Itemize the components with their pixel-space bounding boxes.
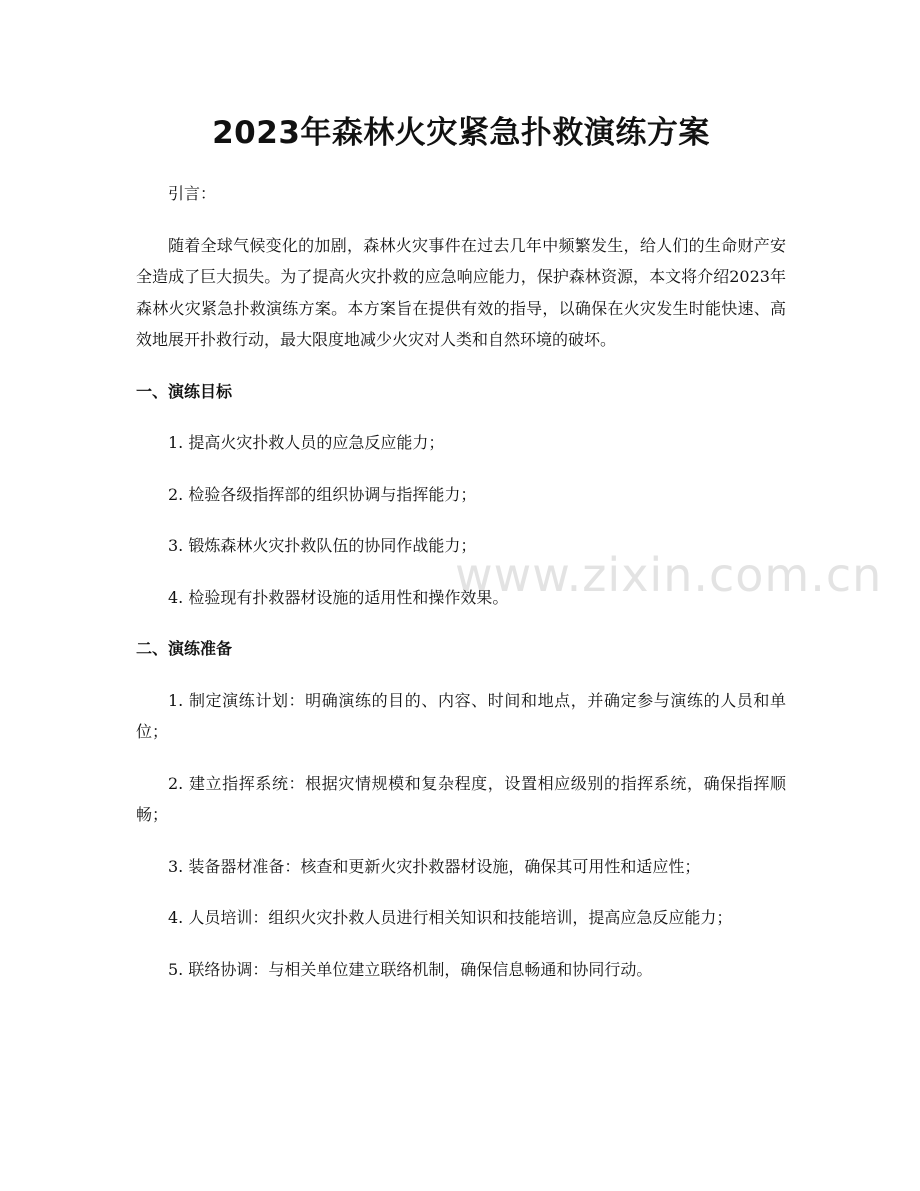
list-item: 4. 人员培训：组织火灾扑救人员进行相关知识和技能培训，提高应急反应能力；	[168, 908, 733, 927]
list-item: 5. 联络协调：与相关单位建立联络机制，确保信息畅通和协同行动。	[168, 959, 653, 979]
document-page	[136, 100, 786, 985]
section-heading-preparation: 二、演练准备	[136, 639, 233, 658]
intro-label: 引言：	[168, 184, 217, 203]
list-item: 1. 制定演练计划：明确演练的目的、内容、时间和地点，并确定参与演练的人员和单位；	[136, 690, 786, 741]
document-title: 2023年森林火灾紧急扑救演练方案	[212, 115, 710, 151]
list-item: 2. 检验各级指挥部的组织协调与指挥能力；	[168, 484, 477, 504]
list-item: 3. 装备器材准备：核查和更新火灾扑救器材设施，确保其可用性和适应性；	[168, 856, 701, 876]
list-item: 2. 建立指挥系统：根据灾情规模和复杂程度，设置相应级别的指挥系统，确保指挥顺畅；	[136, 773, 786, 824]
list-item: 4. 检验现有扑救器材设施的适用性和操作效果。	[168, 587, 509, 607]
watermark: www.zixin.com.cn	[455, 548, 883, 602]
section-heading-goals: 一、演练目标	[136, 381, 233, 401]
list-item: 3. 锻炼森林火灾扑救队伍的协同作战能力；	[168, 536, 477, 555]
list-item: 1. 提高火灾扑救人员的应急反应能力；	[168, 433, 445, 452]
intro-paragraph: 随着全球气候变化的加剧，森林火灾事件在过去几年中频繁发生，给人们的生命财产安全造成了巨大损失。为了提高火灾扑救的应急响应能力，保护森林资源，本文将介绍2023年森林火灾紧急扑救演练方案。本方案旨在提供有效的指导，以确保在火灾发生时能快速、高效地展开扑救行动，最大限度地减少火灾对人类和自然环境的破坏。	[136, 235, 786, 349]
